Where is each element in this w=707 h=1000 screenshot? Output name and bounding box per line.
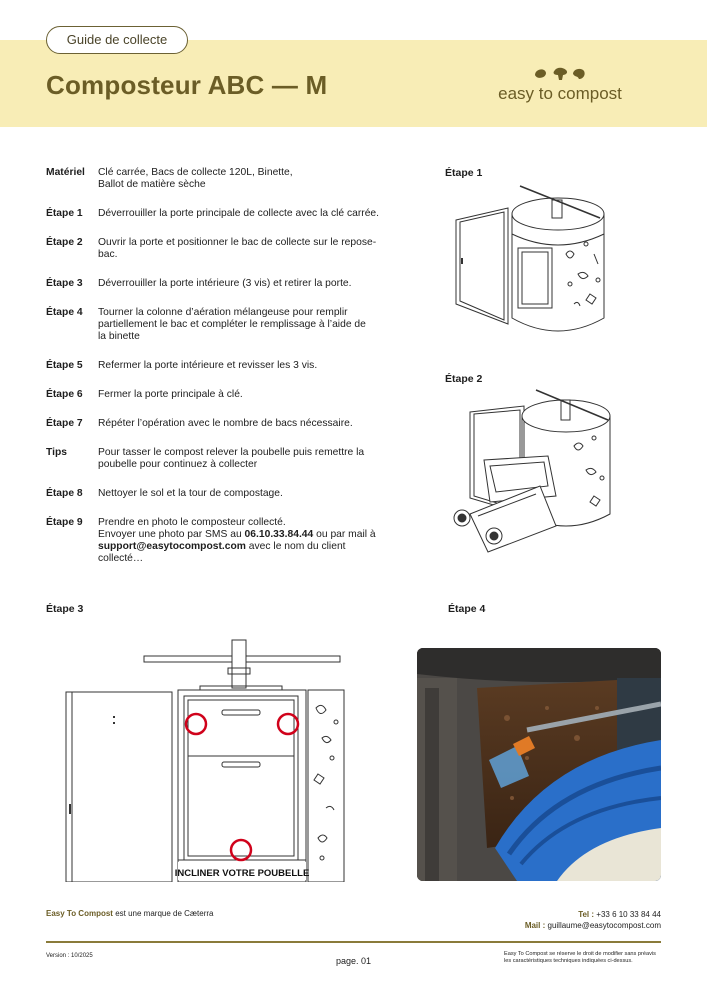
- page-number: page. 01: [336, 956, 372, 966]
- step-label: Matériel: [46, 167, 85, 178]
- composter-with-bin-illustration: [444, 386, 612, 558]
- inner-door-screws-illustration: [60, 638, 356, 882]
- figure-caption-2: Étape 2: [445, 373, 483, 385]
- compost-collection-photo: [417, 648, 661, 881]
- mail-value: guillaume@easytocompost.com: [545, 921, 661, 930]
- step-label: Étape 9: [46, 517, 83, 528]
- footer-brand-name: Easy To Compost: [46, 909, 113, 918]
- tel-value: +33 6 10 33 84 44: [594, 910, 661, 919]
- step-text: Refermer la porte intérieure et revisser les 3 vis.: [98, 360, 318, 371]
- step-label: Étape 1: [46, 208, 83, 219]
- page-title: Composteur ABC — M: [46, 70, 328, 100]
- logo-wordmark: easy to compost: [498, 84, 622, 103]
- step-text: Déverrouiller la porte principale de collecte avec la clé carrée.: [98, 208, 380, 219]
- footer-divider: [46, 941, 661, 943]
- tilt-bin-banner: INCLINER VOTRE POUBELLE: [174, 868, 310, 879]
- version-label: Version : 10/2025: [46, 953, 93, 959]
- step9-line2: Envoyer une photo par SMS au: [98, 529, 245, 540]
- support-email: support@easytocompost.com: [98, 541, 246, 552]
- step-label: Étape 6: [46, 389, 83, 400]
- support-phone: 06.10.33.84.44: [244, 529, 314, 540]
- step-text: Ouvrir la porte et positionner le bac de collecte sur le repose- bac.: [98, 237, 377, 260]
- step-text: Nettoyer le sol et la tour de compostage.: [98, 488, 283, 499]
- step-text: Clé carrée, Bacs de collecte 120L, Binette, Ballot de matière sèche: [98, 167, 293, 190]
- step-text: Fermer la porte principale à clé.: [98, 389, 243, 400]
- footer-brand-rest: est une marque de Cæterra: [112, 909, 214, 918]
- step-text: Déverrouiller la porte intérieure (3 vis) et retirer la porte.: [98, 278, 352, 289]
- footer-brand: [46, 909, 213, 918]
- step-text: Pour tasser le compost relever la poubelle puis remettre la poubelle pour continuez à collecter: [98, 447, 365, 470]
- logo-leaves-icon: [533, 66, 589, 82]
- step-text: Répéter l’opération avec le nombre de bacs nécessaire.: [98, 418, 353, 429]
- composter-open-door-illustration: [448, 184, 618, 340]
- step9-line3: avec le nom du client: [245, 541, 346, 552]
- tel-label: Tel :: [578, 910, 595, 919]
- brand-logo: [486, 64, 634, 108]
- figure-caption-1: Étape 1: [445, 167, 483, 179]
- step-label: Étape 8: [46, 488, 83, 499]
- step9-line4: collecté…: [98, 553, 144, 564]
- step9-line2-end: ou par mail à: [313, 529, 376, 540]
- step-text: [98, 517, 410, 565]
- footer-disclaimer: Easy To Compost se réserve le droit de modifier sans préavis les caractéristiques techniques indiquées ci-dessus.: [504, 951, 656, 964]
- step-label: Étape 7: [46, 418, 83, 429]
- guide-badge: Guide de collecte: [46, 26, 188, 54]
- step-label: Étape 3: [46, 278, 83, 289]
- figure-caption-4: Étape 4: [448, 603, 486, 615]
- footer-contact: [525, 909, 661, 931]
- compost-photo-image: [417, 648, 661, 881]
- figure-caption-3: Étape 3: [46, 603, 84, 615]
- step-text: Tourner la colonne d’aération mélangeuse pour remplir partiellement le bac et compléter le remplissage à l’aide de la binette: [98, 307, 366, 342]
- mail-label: Mail :: [524, 921, 546, 930]
- step-label: Étape 4: [46, 307, 83, 318]
- step-label: Étape 2: [46, 237, 83, 248]
- step9-line1: Prendre en photo le composteur collecté.: [98, 517, 286, 528]
- step-label: Étape 5: [46, 360, 83, 371]
- step-label: Tips: [46, 447, 67, 458]
